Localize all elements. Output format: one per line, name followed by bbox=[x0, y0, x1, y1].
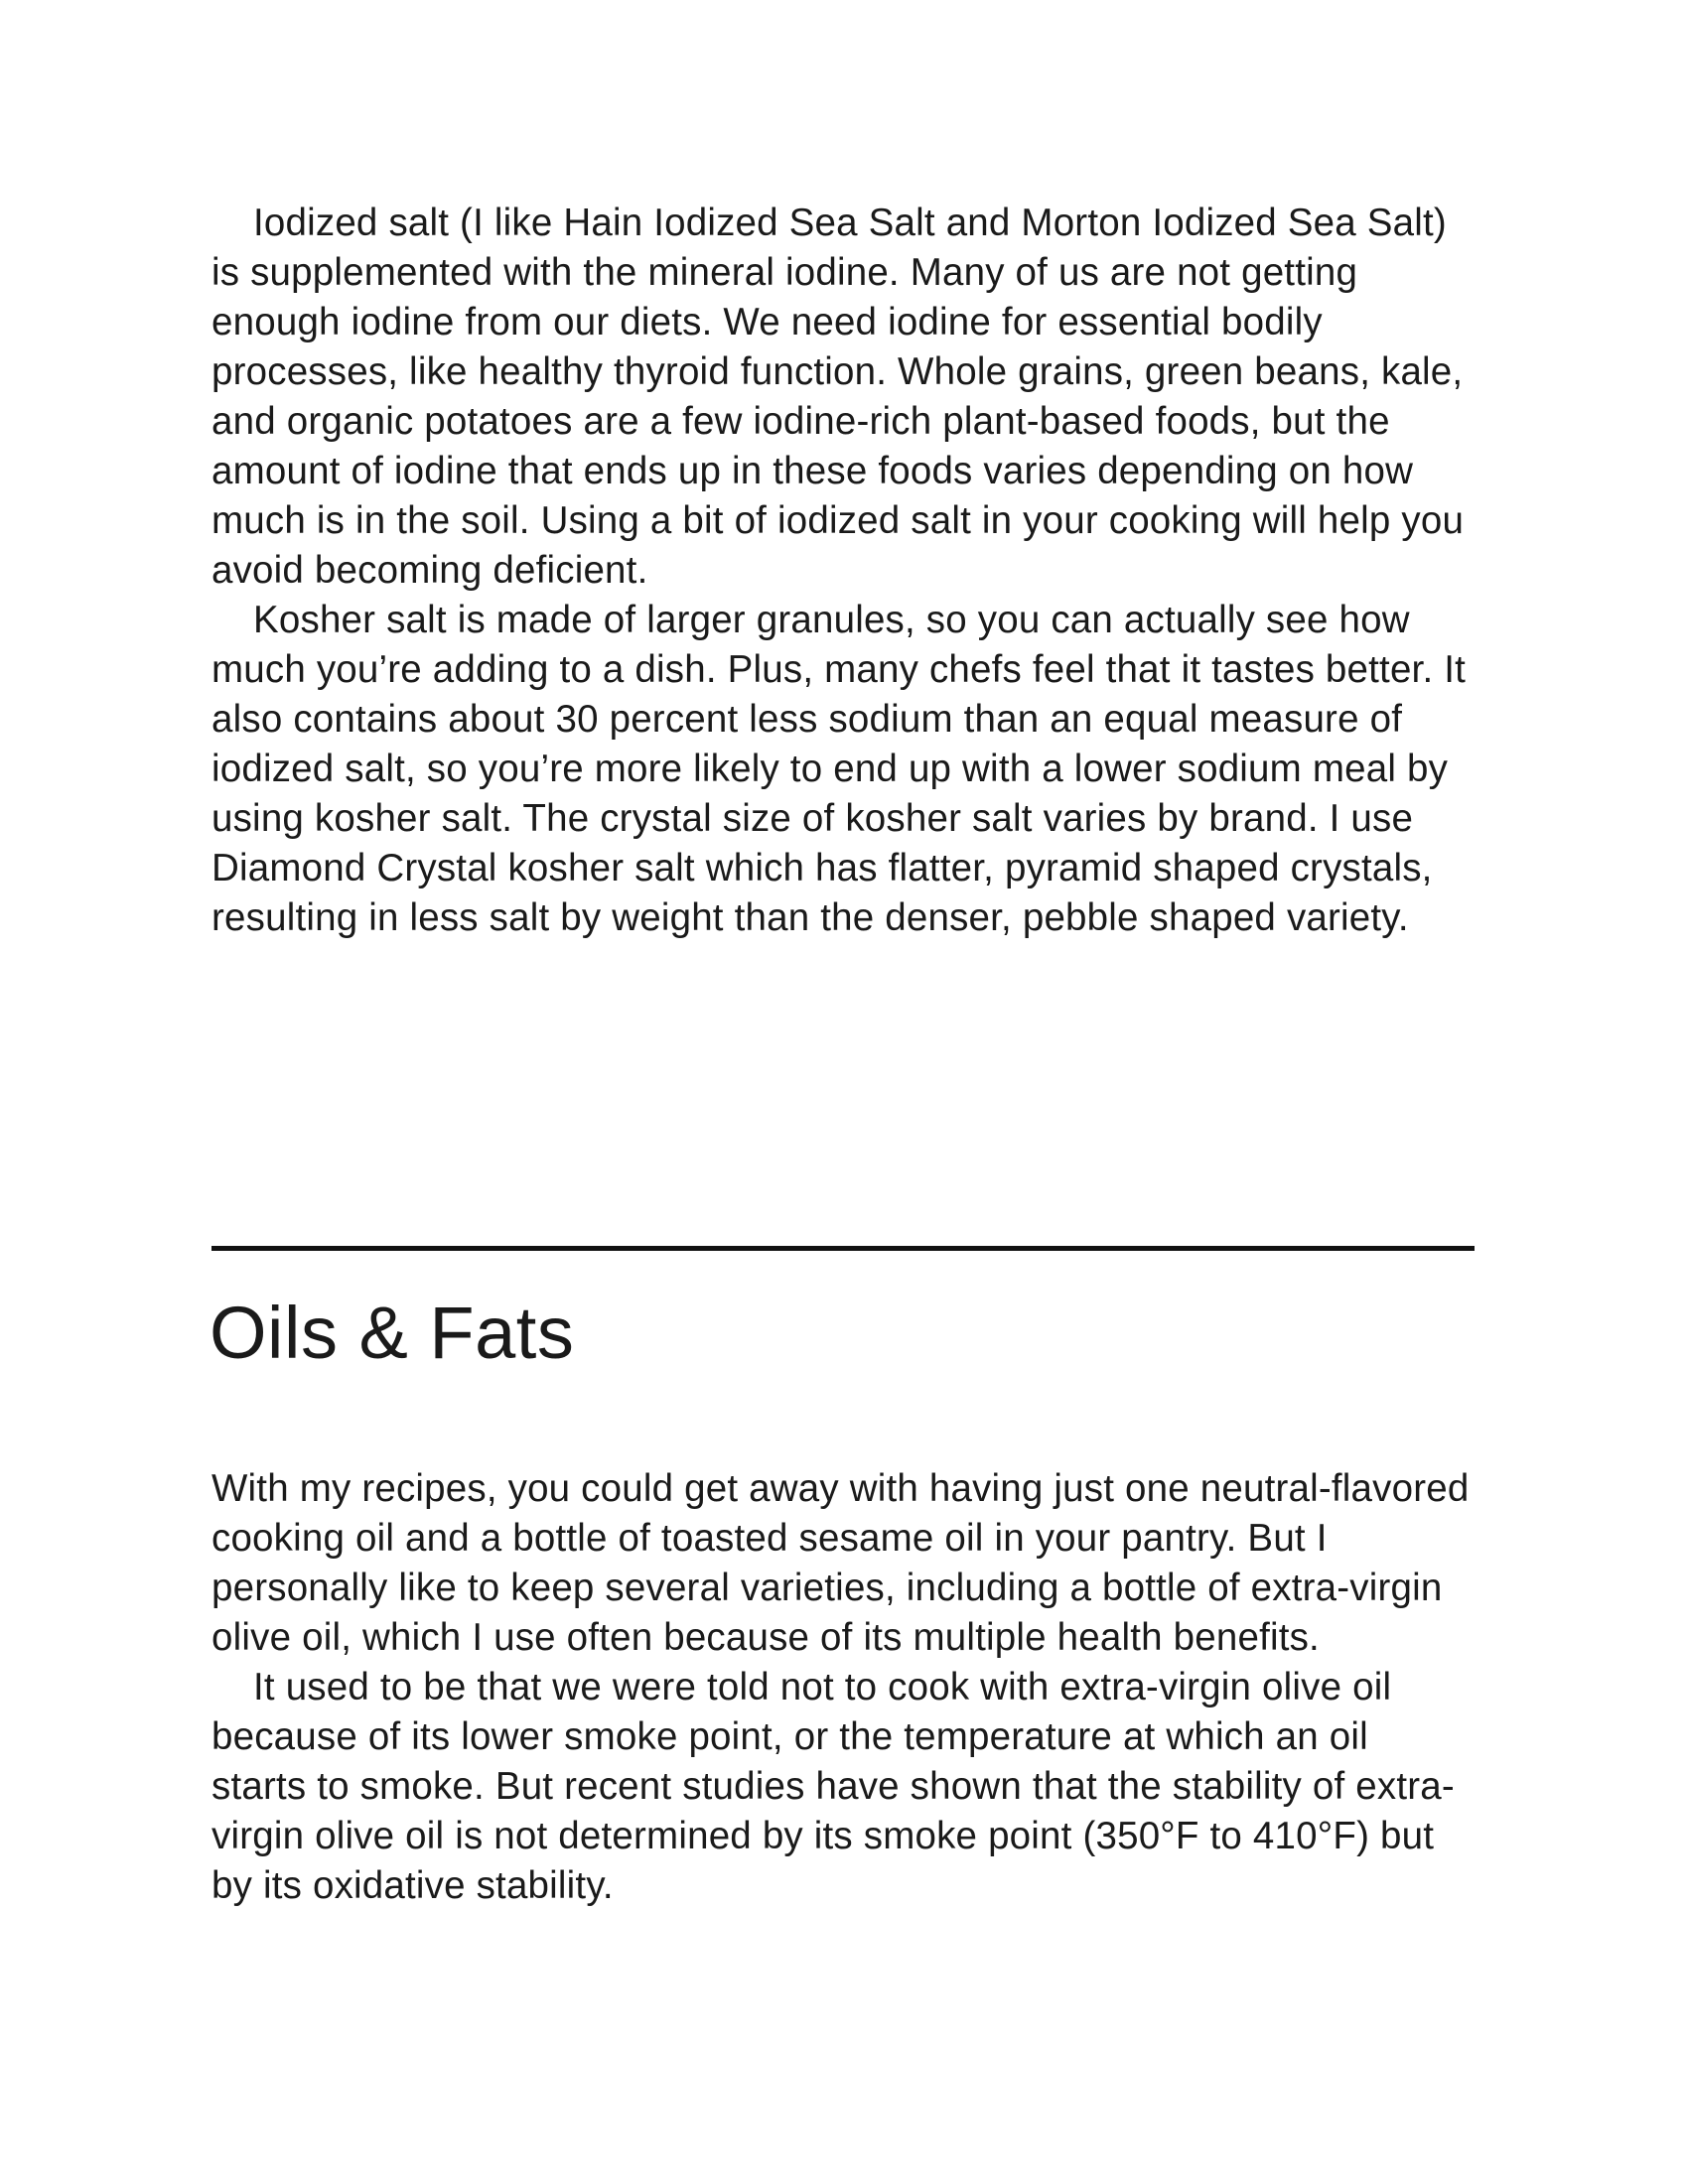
oils-section bbox=[211, 1464, 1473, 1911]
salt-section bbox=[211, 199, 1473, 943]
paragraph-smoke-point: It used to be that we were told not to cook with extra-virgin olive oil because of its lower smoke point, or the temperature at which an oil starts to smoke. But recent studies have shown that the stability of extra-virgin olive oil is not determined by its smoke point (350°F to 410°F) but by its oxidative stability. bbox=[211, 1666, 1455, 1907]
paragraph-oils-intro: With my recipes, you could get away with having just one neutral-flavored cooking oil and a bottle of toasted sesame oil in your pantry. But I personally like to keep several varieties, including a bottle of extra-virgin olive oil, which I use often because of its multiple health benefits. bbox=[211, 1467, 1470, 1659]
section-divider bbox=[211, 1246, 1475, 1251]
paragraph-kosher-salt: Kosher salt is made of larger granules, so you can actually see how much you’re adding to a dish. Plus, many chefs feel that it tastes better. It also contains about 30 percent less sodium than an equal measure of iodized salt, so you’re more likely to end up with a lower sodium meal by using kosher salt. The crystal size of kosher salt varies by brand. I use Diamond Crystal kosher salt which has flatter, pyramid shaped crystals, resulting in less salt by weight than the denser, pebble shaped variety. bbox=[211, 599, 1467, 939]
section-title-oils-fats: Oils & Fats bbox=[210, 1292, 575, 1374]
paragraph-iodized-salt: Iodized salt (I like Hain Iodized Sea Salt and Morton Iodized Sea Salt) is supplemented with the mineral iodine. Many of us are not getting enough iodine from our diets. We need iodine for essential bodily processes, like healthy thyroid function. Whole grains, green beans, kale, and organic potatoes are a few iodine-rich plant-based foods, but the amount of iodine that ends up in these foods varies depending on how much is in the soil. Using a bit of iodized salt in your cooking will help you avoid becoming deficient. bbox=[211, 202, 1465, 592]
